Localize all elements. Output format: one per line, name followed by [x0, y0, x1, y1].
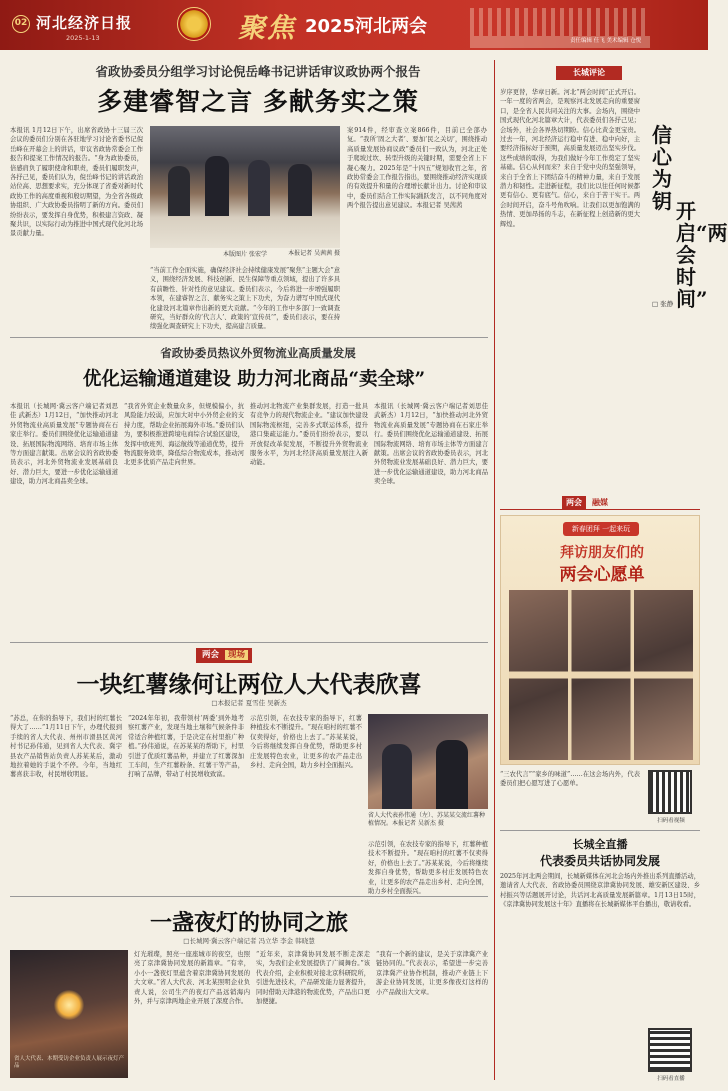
article1-column-left: 本报讯 1月12日下午，出席省政协十三届三次会议的委员们分别在各驻地学习讨论省委书记倪岳峰在开幕会上的讲话，审议省政协常委会工作报告和提案工作情况的报告。“身为政协委员，倍感肩负了履职使命和职责，委员们履职发声，各抒己见，委员们认为，倪岳峰书记的讲话政治站位高、思想要求实，充分体现了省委对新时代政协工作的高度重视和殷切期望，为全省各级政协组织、广大政协委员指明了新的方向。委员们纷纷表示，要发挥自身优势，积极建言资政、凝聚共识，以实际行动为推进中国式现代化河北场景贡献力量。 [10, 127, 143, 238]
poster-title-1: 拜访朋友们的 [560, 545, 644, 561]
article4-photo-lamp [10, 950, 128, 1078]
divider [500, 830, 700, 831]
article1-column-mid: “当前工作全面实施，确保经济社会持续健康发展”聚焦“主题大会”意义，围绕经济发展、科技创新、民生保障等重点领域，提出了许多具有前瞻性、针对性的意见建议。委员们表示，今后将进一步增强履职本领，在建睿智之言、献务实之策上下功夫，为奋力谱写中国式现代化建设河北篇章作出新的更大贡献。“今年的工作中多部门一致调查研究，当好群众的‘代言人’、政策的‘宣传员’”，委员们表示，要在持续强化调查研究上下功夫，提高建言质量。 [150, 267, 340, 331]
person-figure [382, 744, 412, 809]
portrait-grid [509, 590, 693, 760]
live-title-2: 代表委员共话协同发展 [539, 854, 660, 868]
article2-column-left: 本报讯（长城网·冀云客户端记者刘思佳 武新杰）1月12日，“加快推动河北外贸物流业高质量发展”专题协商在石家庄举行。委员们围绕优化运输通道建设、拓展国际物流网络、培育市场主体等方面建言献策。出席会议的省政协委员表示，河北外贸物流业发展基础良好、潜力巨大，要进一步优化运输通道建设，助力河北商品卖全球。 [10, 403, 118, 486]
issue-date: 2025-1-13 [66, 34, 100, 42]
article3-byline: □本报记者 夏雪佳 吴新杰 [211, 699, 287, 707]
poster-ribbon: 新春团拜 一起来玩 [563, 522, 639, 536]
page-number-badge: 02 [12, 15, 30, 33]
article3-column-mid: “2024年年初，我带领村‘两委’到外地考察红薯产业，发现当地土壤和气候条件非常适合种植红薯，于是决定在村里推广种植。”孙伟通说，在苏某某的帮助下，村里引进了优质红薯品种，并建立了红薯深加工车间，生产红薯粉条、红薯干等产品，打响了品牌，带动了村民增收致富。 [128, 715, 244, 779]
lamp-glow [54, 990, 84, 1020]
wishes-poster [500, 515, 700, 765]
commentary-section-tag: 长城评论 [556, 66, 622, 80]
tag-label-main: 两会 [202, 650, 220, 660]
article4-photo-caption: 省人大代表、本期受访企业负责人展示夜灯产品 [14, 1056, 125, 1069]
article2-column-right: 本报讯（长城网·冀云客户端记者刘思佳 武新杰）1月12日，“加快推动河北外贸物流业高质量发展”专题协商在石家庄举行。委员们围绕优化运输通道建设、拓展国际物流网络、培育市场主体等方面建言献策。出席会议的省政协委员表示，河北外贸物流业发展基础良好、潜力巨大，要进一步优化运输通道建设，助力河北商品卖全球。 [374, 403, 488, 486]
person-figure [168, 166, 190, 216]
commentary-body: 岁序更替，华章日新。河北“两会时间”正式开启。一年一度的省两会，是观察河北发展走向的重要窗口，是全省人民共同关注的大事。会场内，围绕中国式现代化河北篇章大计，代表委员们各抒己见；会场外，社会各界热切期盼。信心比黄金更宝贵。过去一年，河北经济运行稳中有进、稳中向好，主要经济指标好于预期，高质量发展迈出坚实步伐。这些成绩的取得，为我们做好今年工作奠定了坚实基础。信心从何而来？来自于党中央的坚强领导，来自于全省上下团结奋斗的精神力量，来自于发展潜力和韧性。走进新征程，我们比以往任何时候都更有信心、更有底气。信心，来自于苦干实干。两会时间开启，奋斗号角吹响。让我们以更加饱满的热情、更加昂扬的斗志，在新征程上创造新的更大辉煌。 [500, 89, 640, 228]
emblem-icon [177, 7, 211, 41]
live-qr-code[interactable] [648, 1028, 692, 1072]
article3-column-mid2: 示范引领，在农技专家的指导下，红薯种植技术不断提升。“现在咱村的红薯不仅卖得好，价格也上去了。”苏某某说，今后将继续发挥自身优势，帮助更多村庄发展特色农业，让更多的农产品走出乡村、走向全国，助力乡村全面振兴。 [250, 715, 362, 770]
article4-headline: 一盏夜灯的协同之旅 [149, 910, 348, 936]
masthead [0, 0, 708, 50]
person-figure [248, 160, 270, 216]
divider [10, 337, 488, 338]
banner-subtitle: 2025河北两会 [305, 16, 428, 37]
article1-byline: 本报记者 吴茜茜 摄 [288, 250, 340, 257]
article3-photo-sweet-potato [368, 714, 488, 809]
article3-column-left: “苏总，在你的指导下，我们村的红薯长得大了……”1月11日下午，办理代报到手续的省人大代表、州州市滑县区黄河村书记孙伟通，见到省人大代表、冀宇县农产品销售站负责人苏某某后，激动地拉着她的手说个不停。今年，当地红薯喜获丰收，村民增收明显。 [10, 715, 122, 779]
article4-byline: □长城网·冀云客户端记者 冯立华 李金 韩晓慧 [183, 937, 315, 945]
wishes-section-header [500, 496, 700, 510]
live-title-1: 长城全直播 [572, 838, 628, 851]
live-qr-label: 扫码看直播 [657, 1076, 685, 1082]
article4-column-mid2: “近年来，京津冀协同发展不断走深走实，为我们企业发展提供了广阔舞台。”该代表介绍，企业积极对接北京科研院所，引进先进技术，产品研发能力显著提升，同时借助天津港的物流优势，产品出口更加便捷。 [256, 951, 370, 1006]
article2-headline: 优化运输通道建设 助力河北商品“卖全球” [82, 369, 426, 390]
commentary-title-2: 开启“两会时间” [676, 199, 728, 311]
article1-photo-caption: 本版图片 张宏学 [223, 251, 267, 258]
person-figure [436, 740, 468, 809]
wishes-qr-label: 扫码看视频 [657, 818, 685, 824]
article1-kicker: 省政协委员分组学习讨论倪岳峰书记讲话审议政协两个报告 [95, 64, 421, 79]
article4-column-right: “我有一个新的建议，是关于京津冀产业链协同的。”代表表示，希望进一步完善京津冀产业协作机制，推动产业链上下游企业协同发展，让更多像夜灯这样的小产品做出大文章。 [376, 951, 488, 996]
banner-title: 聚焦 [238, 13, 296, 44]
article1-column-right: 案914件，经审查立案866件，目前已全部办复。“我所‘固之大者’、要加‘民之关切’，围绕推动高质量发展协商议政”委员们一致认为，河北正处于爬坡过坎、转型升级的关键时期，需要全省上下凝心聚力。2025年是“十四五”规划收官之年，省政协常委会工作报告指出，要围绕推动经济实现质的有效提升和量的合理增长献计出力。讨论和审议中，委员们结合工作实际踊跃发言，以不同角度对两个报告提出意见建议。本报记者 吴茜茜 [347, 127, 487, 210]
article1-photo-meeting [150, 126, 340, 248]
wishes-tag-sub: 融媒 [592, 498, 608, 507]
editors-line: 责任编辑 任飞 美术编辑 仓悦 [570, 38, 642, 44]
wishes-qr-code[interactable] [648, 770, 692, 814]
article2-column-mid2: 推动河北物流产业集群发展，打造一批具有竞争力的现代物流企业。“建议加快建设国际物流枢纽，完善多式联运体系，提升港口集疏运能力。”委员们纷纷表示，要以开放促改革促发展，不断提升外贸物流业服务水平，为河北经济高质量发展注入新动能。 [250, 403, 368, 467]
article2-kicker: 省政协委员热议外贸物流业高质量发展 [160, 346, 356, 360]
article3-column-right: 示范引领，在农技专家的指导下，红薯种植技术不断提升。“现在咱村的红薯不仅卖得好，价格也上去了。”苏某某说，今后将继续发挥自身优势，帮助更多村庄发展特色农业，让更多的农产品走出乡村、走向全国，助力乡村全面振兴。 [368, 841, 488, 896]
divider [10, 896, 488, 897]
article3-tag [196, 648, 252, 663]
commentary-author: □ 张静 [652, 300, 674, 308]
wishes-caption: “三农代言”“家乡的味道”……在这会场内外，代表委员们把心愿写进了心愿单。 [500, 771, 640, 788]
paper-name: 河北经济日报 [36, 14, 133, 32]
tag-label-sub: 现场 [225, 650, 248, 660]
article1-headline: 多建睿智之言 多献务实之策 [97, 87, 419, 116]
wishes-tag: 两会 [562, 496, 586, 510]
commentary-title-1: 信心为钥 [652, 123, 672, 213]
person-figure [205, 156, 229, 216]
article2-column-mid: “我省外贸企业数量众多，但规模偏小，抗风险能力较弱，应加大对中小外贸企业的支持力度，帮助企业拓展海外市场。”委员们认为，要积极推进跨境电商综合试验区建设，发挥中欧班列、海运航线等通道优势，提升物流服务效率，降低综合物流成本，推动河北更多优质产品走向世界。 [124, 403, 244, 467]
person-figure [288, 164, 312, 216]
divider [10, 642, 488, 643]
poster-title-2: 两会心愿单 [559, 565, 645, 585]
article4-column-mid: 灯光璀璨，照亮一座座城市的夜空，也照亮了京津冀协同发展的新篇章。“有幸，小小一盏夜灯里蕴含着京津冀协同发展的大文章。”省人大代表、河北某照明企业负责人说，公司生产的夜灯产品远销海内外，并与京津两地企业开展了深度合作。 [134, 951, 250, 1006]
sidebar-divider [494, 60, 495, 1080]
live-body: 2025年河北两会期间，长城新媒体在河北会场内外推出系列直播活动，邀请省人大代表、省政协委员围绕京津冀协同发展、雄安新区建设、乡村振兴等话题展开讨论，共话河北高质量发展新篇章。1月13日15时，《京津冀协同发展这十年》直播将在长城新媒体平台播出，敬请收看。 [500, 873, 700, 909]
article3-headline: 一块红薯缘何让两位人大代表欣喜 [76, 671, 422, 698]
article3-photo-caption: 省人大代表孙伟通（左）、苏某某交流红薯种植情况。本报记者 吴新杰 摄 [368, 812, 486, 827]
